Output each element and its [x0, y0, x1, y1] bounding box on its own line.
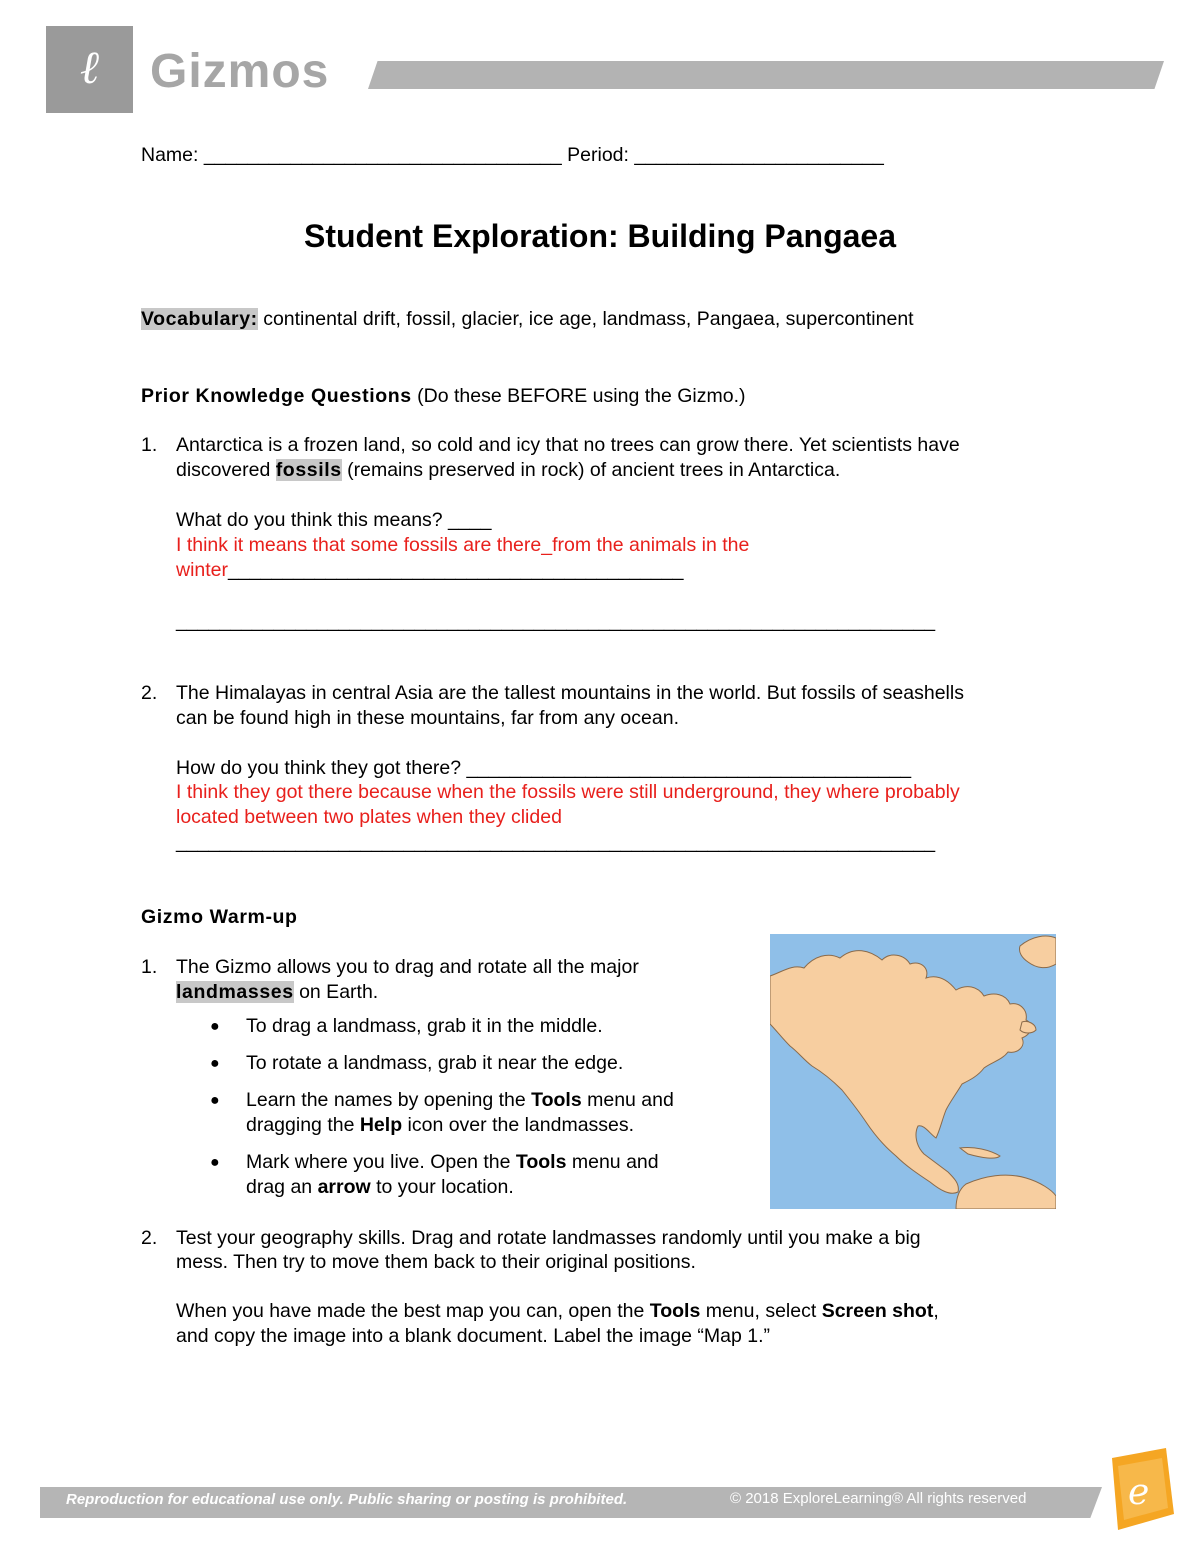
warmup-q1-line2-post: on Earth. — [293, 981, 379, 1003]
warmup-q1-line2 — [176, 980, 378, 1005]
warmup-q1-number: 1. — [141, 956, 158, 978]
bullet-text: Mark where you live. Open the — [246, 1151, 516, 1173]
warmup-q2-text: , — [933, 1300, 939, 1322]
prior-knowledge-title: Prior Knowledge Questions — [141, 385, 412, 407]
q1-answer-word: winter — [176, 559, 229, 581]
brand-name: Gizmos — [150, 45, 330, 98]
bullet-text: Learn the names by opening the — [246, 1089, 532, 1111]
warmup-q2-line1: Test your geography skills. Drag and rotate landmasses randomly until you make a big — [176, 1227, 921, 1249]
prior-knowledge-note: (Do these BEFORE using the Gizmo.) — [411, 385, 746, 407]
q2-blank-line: ______________________________________________________________________ — [176, 831, 936, 853]
bullet-icon: ● — [210, 1055, 220, 1072]
q2-answer-line2: located between two plates when they clided — [176, 806, 562, 828]
q1-line2-post: (remains preserved in rock) of ancient trees in Antarctica. — [341, 459, 841, 481]
term-fossils: fossils — [275, 459, 342, 481]
q2-line1: The Himalayas in central Asia are the tallest mountains in the world. But fossils of seashells — [176, 682, 964, 704]
bullet-icon: ● — [210, 1018, 220, 1035]
footer-copyright: © 2018 ExploreLearning® All rights reserved — [730, 1490, 1027, 1507]
warmup-q2-line2: mess. Then try to move them back to their original positions. — [176, 1251, 696, 1273]
list-item — [210, 1088, 674, 1138]
bold-arrow: arrow — [317, 1176, 371, 1198]
bullet-text: to your location. — [370, 1176, 514, 1198]
name-period-line: Name: _________________________________ Period: _______________________ — [141, 144, 884, 166]
q2-number: 2. — [141, 682, 158, 704]
bullet-text: To drag a landmass, grab it in the middle. — [246, 1015, 603, 1037]
warmup-q2-para2-line1 — [176, 1299, 939, 1324]
q1-line1: Antarctica is a frozen land, so cold and icy that no trees can grow there. Yet scientists have — [176, 434, 960, 456]
bold-help: Help — [359, 1114, 403, 1136]
bullet-icon: ● — [210, 1092, 220, 1109]
footer-disclaimer: Reproduction for educational use only. Public sharing or posting is prohibited. — [66, 1491, 628, 1508]
list-item — [210, 1150, 674, 1200]
warmup-bullet-list — [210, 1014, 674, 1212]
vocabulary-line — [141, 307, 914, 332]
bullet-text: drag an — [246, 1176, 318, 1198]
q1-prompt: What do you think this means? ____ — [176, 509, 492, 531]
page-title: Student Exploration: Building Pangaea — [303, 218, 897, 254]
q2-answer-line1: I think they got there because when the fossils were still underground, they where probably — [176, 781, 960, 803]
q1-line2-pre: discovered — [176, 459, 276, 481]
term-landmasses: landmasses — [176, 981, 294, 1003]
list-item — [210, 1051, 674, 1076]
q1-number: 1. — [141, 434, 158, 456]
prior-knowledge-heading — [141, 384, 746, 409]
explorelearning-logo — [46, 26, 133, 113]
q1-answer-blank: __________________________________________ — [228, 559, 684, 581]
svg-text:e: e — [1128, 1472, 1150, 1513]
q2-line2: can be found high in these mountains, far from any ocean. — [176, 707, 679, 729]
explorelearning-footer-logo-icon — [1104, 1448, 1174, 1530]
bold-tools: Tools — [531, 1089, 582, 1111]
bullet-text: icon over the landmasses. — [402, 1114, 635, 1136]
bullet-text: menu and — [581, 1089, 674, 1111]
warmup-q2-text: When you have made the best map you can, open the — [176, 1300, 650, 1322]
vocabulary-terms: continental drift, fossil, glacier, ice age, landmass, Pangaea, supercontinent — [257, 308, 914, 330]
list-item — [210, 1014, 674, 1039]
north-america-map-image — [770, 934, 1056, 1209]
vocabulary-label: Vocabulary: — [141, 308, 258, 330]
bold-tools: Tools — [649, 1300, 701, 1322]
warmup-heading: Gizmo Warm-up — [141, 906, 298, 928]
q1-line2 — [176, 458, 840, 483]
q2-prompt: How do you think they got there? _________________________________________ — [176, 757, 912, 779]
bullet-text: menu and — [566, 1151, 659, 1173]
warmup-q2-text: menu, select — [700, 1300, 822, 1322]
bullet-text: To rotate a landmass, grab it near the edge. — [246, 1052, 624, 1074]
warmup-q1-line1: The Gizmo allows you to drag and rotate all the major — [176, 956, 639, 978]
q1-blank-line: ______________________________________________________________________ — [176, 610, 936, 632]
q1-answer-line1: I think it means that some fossils are there_from the animals in the — [176, 534, 750, 556]
q1-answer-line2 — [176, 558, 684, 583]
logo-mark-icon: ℓ — [79, 40, 100, 94]
warmup-q2-number: 2. — [141, 1227, 158, 1249]
header-bar — [368, 61, 1164, 89]
bold-screen-shot: Screen shot — [821, 1300, 934, 1322]
warmup-q2-para2-line2: and copy the image into a blank document. Label the image “Map 1.” — [176, 1325, 771, 1347]
bullet-icon: ● — [210, 1154, 220, 1171]
bullet-text: dragging the — [246, 1114, 360, 1136]
bold-tools: Tools — [515, 1151, 567, 1173]
